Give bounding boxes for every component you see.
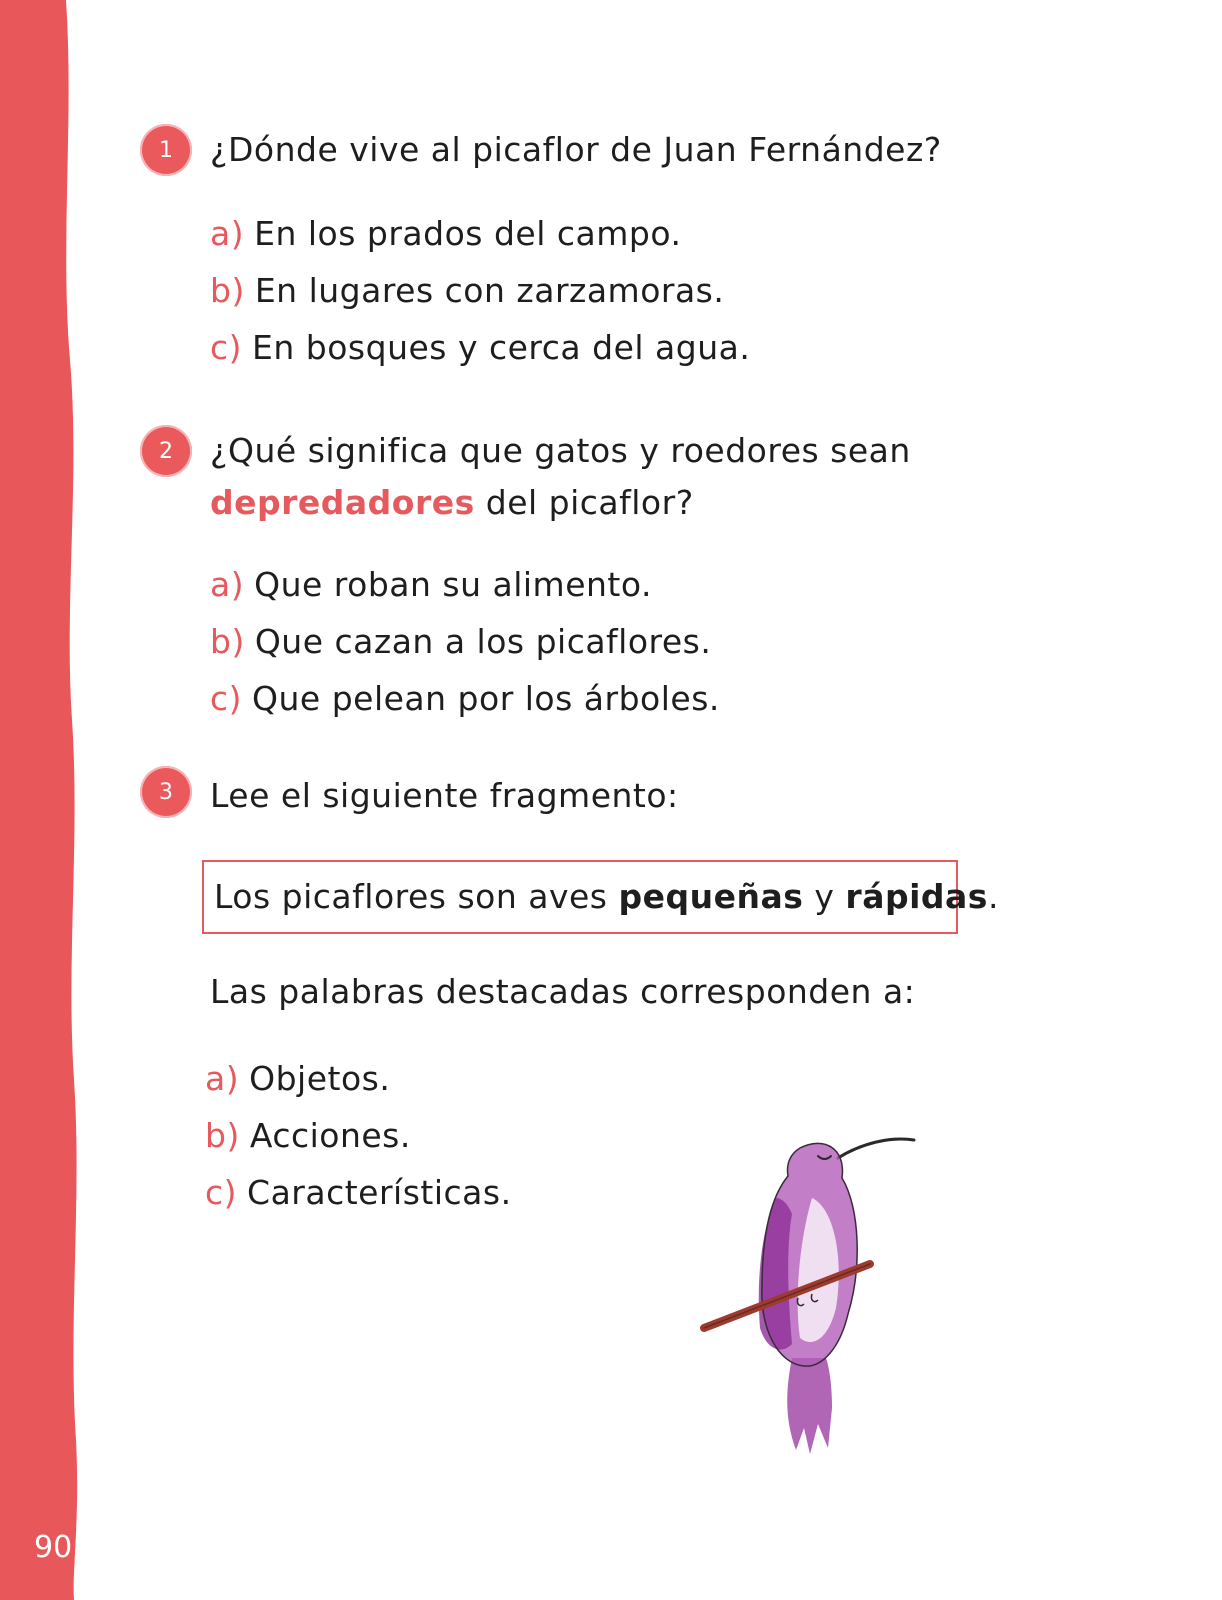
answer-option[interactable] — [210, 262, 750, 319]
question-number-badge: 2 — [140, 425, 192, 477]
option-text: En los prados del campo. — [254, 214, 682, 253]
option-text: En lugares con zarzamoras. — [254, 271, 725, 310]
question-text-part: del picaflor? — [474, 483, 694, 522]
question-text-part: ¿Qué significa que gatos y roedores sean — [210, 431, 911, 470]
question-number-badge: 1 — [140, 124, 192, 176]
fragment-text: y — [803, 877, 846, 916]
answer-option[interactable] — [210, 670, 720, 727]
answer-options — [210, 556, 720, 727]
option-letter: b) — [210, 622, 245, 661]
question-prompt: Las palabras destacadas corresponden a: — [210, 972, 916, 1011]
question-text: Lee el siguiente fragmento: — [210, 776, 679, 815]
option-text: Objetos. — [249, 1059, 391, 1098]
question-number-badge: 3 — [140, 766, 192, 818]
highlighted-word: depredadores — [210, 483, 475, 522]
option-text: Que roban su alimento. — [254, 565, 652, 604]
fragment-text: . — [987, 877, 999, 916]
option-text: En bosques y cerca del agua. — [252, 328, 751, 367]
question-text — [210, 425, 930, 529]
page-number: 90 — [34, 1530, 73, 1565]
option-letter: b) — [210, 271, 245, 310]
answer-options — [205, 1050, 512, 1221]
answer-option[interactable] — [210, 319, 750, 376]
answer-option[interactable] — [210, 556, 720, 613]
answer-option[interactable] — [205, 1164, 512, 1221]
option-letter: b) — [205, 1116, 240, 1155]
side-band — [0, 0, 100, 1600]
hummingbird-illustration — [700, 1118, 960, 1458]
option-letter: a) — [205, 1059, 240, 1098]
option-text: Que pelean por los árboles. — [252, 679, 720, 718]
option-text: Acciones. — [249, 1116, 411, 1155]
fragment-text: Los picaflores son aves — [214, 877, 619, 916]
answer-options — [210, 205, 750, 376]
fragment-bold-word: pequeñas — [618, 877, 804, 916]
text-fragment-box — [202, 860, 999, 934]
answer-option[interactable] — [205, 1050, 512, 1107]
option-text: Características. — [247, 1173, 512, 1212]
option-letter: a) — [210, 214, 245, 253]
option-letter: c) — [210, 328, 243, 367]
option-letter: c) — [205, 1173, 238, 1212]
option-text: Que cazan a los picaflores. — [254, 622, 712, 661]
answer-option[interactable] — [210, 613, 720, 670]
question-text: ¿Dónde vive al picaflor de Juan Fernández? — [210, 130, 942, 169]
option-letter: c) — [210, 679, 243, 718]
fragment-bold-word: rápidas — [845, 877, 988, 916]
answer-option[interactable] — [210, 205, 750, 262]
answer-option[interactable] — [205, 1107, 512, 1164]
option-letter: a) — [210, 565, 245, 604]
